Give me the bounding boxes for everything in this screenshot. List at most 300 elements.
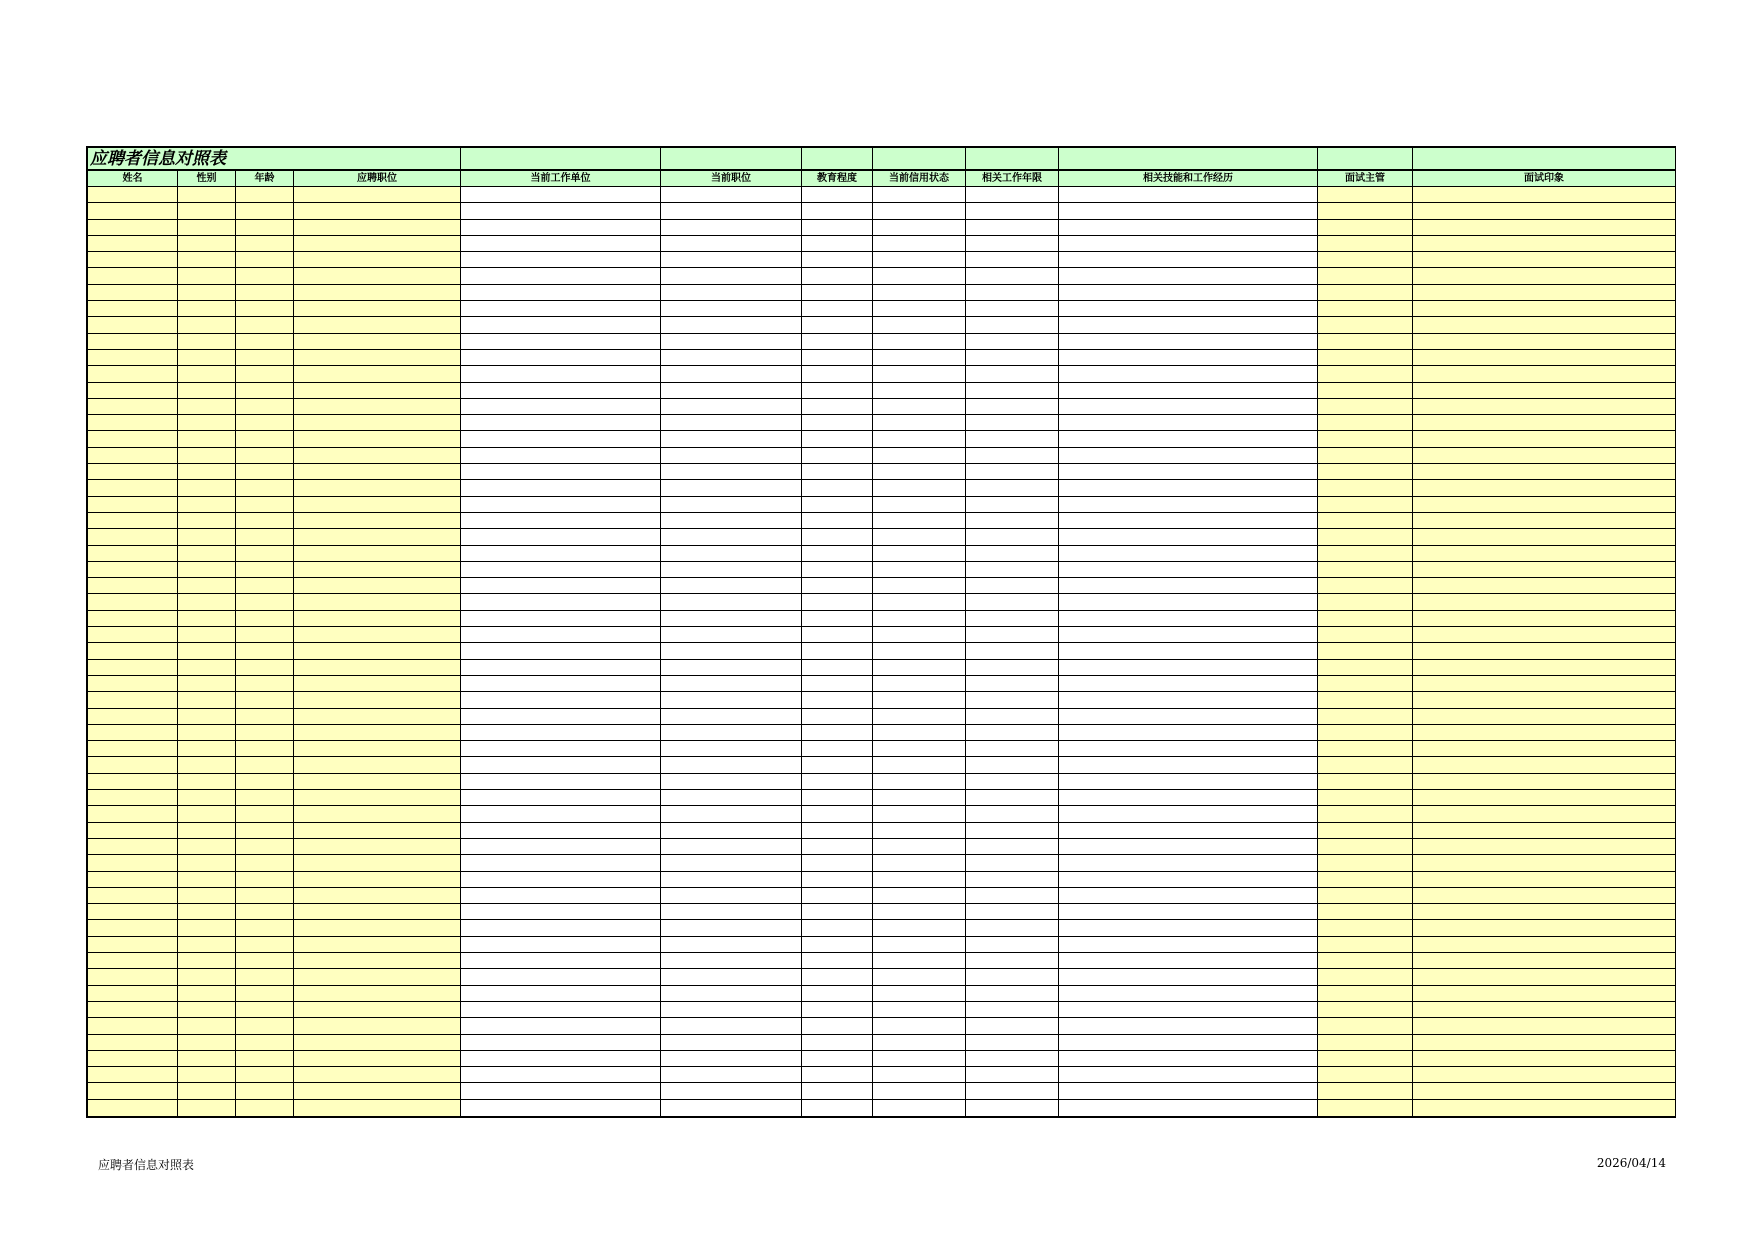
table-cell[interactable]: [966, 1083, 1059, 1099]
table-cell[interactable]: [873, 546, 966, 562]
table-cell[interactable]: [1059, 448, 1318, 464]
table-cell[interactable]: [802, 741, 873, 757]
table-cell[interactable]: [966, 301, 1059, 317]
table-cell[interactable]: [178, 676, 236, 692]
table-cell[interactable]: [1413, 920, 1675, 936]
table-cell[interactable]: [88, 969, 178, 985]
table-cell[interactable]: [461, 709, 661, 725]
table-cell[interactable]: [236, 888, 294, 904]
table-cell[interactable]: [178, 741, 236, 757]
table-cell[interactable]: [178, 986, 236, 1002]
table-cell[interactable]: [1059, 301, 1318, 317]
table-cell[interactable]: [178, 1035, 236, 1051]
table-cell[interactable]: [178, 709, 236, 725]
table-cell[interactable]: [178, 301, 236, 317]
table-cell[interactable]: [461, 872, 661, 888]
table-cell[interactable]: [873, 855, 966, 871]
table-cell[interactable]: [1059, 431, 1318, 447]
table-cell[interactable]: [1318, 399, 1413, 415]
table-cell[interactable]: [461, 1083, 661, 1099]
table-cell[interactable]: [461, 464, 661, 480]
table-cell[interactable]: [1318, 464, 1413, 480]
table-cell[interactable]: [873, 676, 966, 692]
table-cell[interactable]: [236, 301, 294, 317]
table-cell[interactable]: [966, 415, 1059, 431]
table-cell[interactable]: [966, 937, 1059, 953]
table-cell[interactable]: [1413, 529, 1675, 545]
table-cell[interactable]: [294, 611, 461, 627]
table-cell[interactable]: [966, 676, 1059, 692]
table-cell[interactable]: [236, 562, 294, 578]
table-cell[interactable]: [966, 236, 1059, 252]
table-cell[interactable]: [178, 806, 236, 822]
table-cell[interactable]: [873, 611, 966, 627]
table-cell[interactable]: [88, 383, 178, 399]
table-cell[interactable]: [294, 1018, 461, 1034]
table-cell[interactable]: [1059, 220, 1318, 236]
table-cell[interactable]: [966, 464, 1059, 480]
table-cell[interactable]: [873, 594, 966, 610]
table-cell[interactable]: [873, 480, 966, 496]
table-cell[interactable]: [661, 1083, 802, 1099]
table-cell[interactable]: [661, 334, 802, 350]
table-cell[interactable]: [802, 920, 873, 936]
table-cell[interactable]: [1059, 872, 1318, 888]
table-cell[interactable]: [1059, 480, 1318, 496]
table-cell[interactable]: [88, 872, 178, 888]
table-cell[interactable]: [1318, 594, 1413, 610]
table-cell[interactable]: [661, 725, 802, 741]
table-cell[interactable]: [461, 790, 661, 806]
table-cell[interactable]: [1059, 317, 1318, 333]
table-cell[interactable]: [178, 1051, 236, 1067]
table-cell[interactable]: [966, 969, 1059, 985]
table-cell[interactable]: [661, 839, 802, 855]
table-cell[interactable]: [1059, 399, 1318, 415]
table-cell[interactable]: [461, 529, 661, 545]
table-cell[interactable]: [966, 513, 1059, 529]
table-cell[interactable]: [1413, 285, 1675, 301]
table-cell[interactable]: [661, 953, 802, 969]
table-cell[interactable]: [178, 285, 236, 301]
table-cell[interactable]: [873, 431, 966, 447]
table-cell[interactable]: [1318, 268, 1413, 284]
table-cell[interactable]: [178, 1100, 236, 1116]
table-cell[interactable]: [461, 350, 661, 366]
table-cell[interactable]: [1318, 1002, 1413, 1018]
table-cell[interactable]: [88, 203, 178, 219]
table-cell[interactable]: [178, 1067, 236, 1083]
table-cell[interactable]: [178, 920, 236, 936]
table-cell[interactable]: [1413, 953, 1675, 969]
table-cell[interactable]: [294, 236, 461, 252]
table-cell[interactable]: [294, 431, 461, 447]
table-cell[interactable]: [88, 431, 178, 447]
table-cell[interactable]: [236, 1035, 294, 1051]
table-cell[interactable]: [1413, 888, 1675, 904]
table-cell[interactable]: [178, 334, 236, 350]
table-cell[interactable]: [236, 415, 294, 431]
table-cell[interactable]: [178, 448, 236, 464]
table-cell[interactable]: [88, 350, 178, 366]
table-cell[interactable]: [1059, 513, 1318, 529]
table-cell[interactable]: [294, 904, 461, 920]
table-cell[interactable]: [802, 220, 873, 236]
table-cell[interactable]: [1413, 350, 1675, 366]
table-cell[interactable]: [802, 611, 873, 627]
table-cell[interactable]: [236, 236, 294, 252]
table-cell[interactable]: [661, 741, 802, 757]
table-cell[interactable]: [294, 529, 461, 545]
table-cell[interactable]: [802, 855, 873, 871]
table-cell[interactable]: [966, 757, 1059, 773]
table-cell[interactable]: [294, 594, 461, 610]
table-cell[interactable]: [1059, 920, 1318, 936]
table-cell[interactable]: [1413, 562, 1675, 578]
table-cell[interactable]: [1413, 839, 1675, 855]
table-cell[interactable]: [966, 790, 1059, 806]
table-cell[interactable]: [461, 317, 661, 333]
table-cell[interactable]: [294, 1067, 461, 1083]
table-cell[interactable]: [294, 334, 461, 350]
table-cell[interactable]: [294, 1083, 461, 1099]
table-cell[interactable]: [461, 203, 661, 219]
table-cell[interactable]: [178, 888, 236, 904]
table-cell[interactable]: [461, 301, 661, 317]
table-cell[interactable]: [178, 823, 236, 839]
table-cell[interactable]: [802, 888, 873, 904]
table-cell[interactable]: [294, 366, 461, 382]
table-cell[interactable]: [1413, 627, 1675, 643]
table-cell[interactable]: [1318, 611, 1413, 627]
table-cell[interactable]: [1413, 1083, 1675, 1099]
table-cell[interactable]: [178, 660, 236, 676]
table-cell[interactable]: [802, 268, 873, 284]
table-cell[interactable]: [1059, 529, 1318, 545]
table-cell[interactable]: [294, 464, 461, 480]
table-cell[interactable]: [1318, 480, 1413, 496]
table-cell[interactable]: [873, 317, 966, 333]
table-cell[interactable]: [1413, 317, 1675, 333]
table-cell[interactable]: [1059, 806, 1318, 822]
table-cell[interactable]: [802, 562, 873, 578]
table-cell[interactable]: [88, 774, 178, 790]
table-cell[interactable]: [1413, 741, 1675, 757]
table-cell[interactable]: [802, 823, 873, 839]
table-cell[interactable]: [1059, 415, 1318, 431]
table-cell[interactable]: [461, 1100, 661, 1116]
table-cell[interactable]: [294, 480, 461, 496]
table-cell[interactable]: [661, 1035, 802, 1051]
table-cell[interactable]: [1413, 578, 1675, 594]
table-cell[interactable]: [966, 366, 1059, 382]
table-cell[interactable]: [294, 268, 461, 284]
table-cell[interactable]: [88, 888, 178, 904]
table-cell[interactable]: [802, 1002, 873, 1018]
table-cell[interactable]: [236, 643, 294, 659]
table-cell[interactable]: [294, 643, 461, 659]
table-cell[interactable]: [873, 969, 966, 985]
table-cell[interactable]: [802, 676, 873, 692]
table-cell[interactable]: [178, 594, 236, 610]
table-cell[interactable]: [1318, 839, 1413, 855]
table-cell[interactable]: [1318, 676, 1413, 692]
table-cell[interactable]: [1318, 562, 1413, 578]
table-cell[interactable]: [1413, 643, 1675, 659]
table-cell[interactable]: [88, 660, 178, 676]
table-cell[interactable]: [966, 725, 1059, 741]
table-cell[interactable]: [802, 953, 873, 969]
table-cell[interactable]: [1059, 709, 1318, 725]
table-cell[interactable]: [966, 1018, 1059, 1034]
table-cell[interactable]: [178, 546, 236, 562]
table-cell[interactable]: [461, 920, 661, 936]
table-cell[interactable]: [1413, 611, 1675, 627]
table-cell[interactable]: [661, 252, 802, 268]
table-cell[interactable]: [1318, 806, 1413, 822]
table-cell[interactable]: [1318, 774, 1413, 790]
table-cell[interactable]: [802, 643, 873, 659]
table-cell[interactable]: [661, 220, 802, 236]
table-cell[interactable]: [966, 774, 1059, 790]
table-cell[interactable]: [1413, 904, 1675, 920]
table-cell[interactable]: [1318, 497, 1413, 513]
table-cell[interactable]: [661, 236, 802, 252]
table-cell[interactable]: [873, 1067, 966, 1083]
table-cell[interactable]: [1413, 1067, 1675, 1083]
table-cell[interactable]: [178, 220, 236, 236]
table-cell[interactable]: [88, 268, 178, 284]
table-cell[interactable]: [966, 920, 1059, 936]
table-cell[interactable]: [966, 611, 1059, 627]
table-cell[interactable]: [873, 236, 966, 252]
table-cell[interactable]: [178, 1083, 236, 1099]
table-cell[interactable]: [1318, 969, 1413, 985]
table-cell[interactable]: [236, 350, 294, 366]
table-cell[interactable]: [661, 888, 802, 904]
table-cell[interactable]: [461, 334, 661, 350]
table-cell[interactable]: [1059, 904, 1318, 920]
table-cell[interactable]: [1318, 513, 1413, 529]
table-cell[interactable]: [873, 774, 966, 790]
table-cell[interactable]: [1318, 334, 1413, 350]
table-cell[interactable]: [802, 464, 873, 480]
table-cell[interactable]: [661, 350, 802, 366]
table-cell[interactable]: [802, 1051, 873, 1067]
table-cell[interactable]: [88, 1083, 178, 1099]
table-cell[interactable]: [461, 660, 661, 676]
table-cell[interactable]: [873, 643, 966, 659]
table-cell[interactable]: [873, 497, 966, 513]
table-cell[interactable]: [461, 692, 661, 708]
table-cell[interactable]: [294, 660, 461, 676]
table-cell[interactable]: [294, 872, 461, 888]
table-cell[interactable]: [1059, 383, 1318, 399]
table-cell[interactable]: [461, 415, 661, 431]
table-cell[interactable]: [294, 969, 461, 985]
table-cell[interactable]: [802, 692, 873, 708]
table-cell[interactable]: [1413, 220, 1675, 236]
table-cell[interactable]: [461, 725, 661, 741]
table-cell[interactable]: [873, 725, 966, 741]
table-cell[interactable]: [178, 497, 236, 513]
table-cell[interactable]: [802, 660, 873, 676]
table-cell[interactable]: [1413, 823, 1675, 839]
table-cell[interactable]: [88, 953, 178, 969]
table-cell[interactable]: [802, 513, 873, 529]
table-cell[interactable]: [802, 839, 873, 855]
table-cell[interactable]: [236, 1002, 294, 1018]
table-cell[interactable]: [461, 741, 661, 757]
table-cell[interactable]: [661, 1067, 802, 1083]
table-cell[interactable]: [236, 431, 294, 447]
table-cell[interactable]: [236, 1051, 294, 1067]
table-cell[interactable]: [236, 904, 294, 920]
table-cell[interactable]: [461, 1002, 661, 1018]
table-cell[interactable]: [661, 969, 802, 985]
table-cell[interactable]: [236, 725, 294, 741]
table-cell[interactable]: [966, 480, 1059, 496]
table-cell[interactable]: [461, 823, 661, 839]
table-cell[interactable]: [88, 986, 178, 1002]
table-cell[interactable]: [661, 546, 802, 562]
table-cell[interactable]: [802, 546, 873, 562]
table-cell[interactable]: [178, 187, 236, 203]
table-cell[interactable]: [1413, 692, 1675, 708]
table-cell[interactable]: [88, 285, 178, 301]
table-cell[interactable]: [88, 855, 178, 871]
table-cell[interactable]: [1059, 692, 1318, 708]
table-cell[interactable]: [294, 301, 461, 317]
table-cell[interactable]: [873, 790, 966, 806]
table-cell[interactable]: [294, 1051, 461, 1067]
table-cell[interactable]: [966, 268, 1059, 284]
table-cell[interactable]: [178, 855, 236, 871]
table-cell[interactable]: [661, 611, 802, 627]
table-cell[interactable]: [236, 497, 294, 513]
table-cell[interactable]: [873, 986, 966, 1002]
table-cell[interactable]: [178, 1018, 236, 1034]
table-cell[interactable]: [294, 546, 461, 562]
table-cell[interactable]: [236, 220, 294, 236]
table-cell[interactable]: [1318, 855, 1413, 871]
table-cell[interactable]: [1059, 823, 1318, 839]
table-cell[interactable]: [1318, 301, 1413, 317]
table-cell[interactable]: [294, 399, 461, 415]
table-cell[interactable]: [873, 464, 966, 480]
table-cell[interactable]: [661, 920, 802, 936]
table-cell[interactable]: [966, 823, 1059, 839]
table-cell[interactable]: [661, 806, 802, 822]
table-cell[interactable]: [661, 285, 802, 301]
table-cell[interactable]: [88, 464, 178, 480]
table-cell[interactable]: [236, 937, 294, 953]
table-cell[interactable]: [461, 220, 661, 236]
table-cell[interactable]: [802, 448, 873, 464]
table-cell[interactable]: [88, 301, 178, 317]
table-cell[interactable]: [461, 855, 661, 871]
table-cell[interactable]: [661, 676, 802, 692]
table-cell[interactable]: [236, 872, 294, 888]
table-cell[interactable]: [236, 806, 294, 822]
table-cell[interactable]: [1059, 562, 1318, 578]
table-cell[interactable]: [461, 904, 661, 920]
table-cell[interactable]: [1059, 334, 1318, 350]
table-cell[interactable]: [1318, 383, 1413, 399]
table-cell[interactable]: [802, 431, 873, 447]
table-cell[interactable]: [661, 464, 802, 480]
table-cell[interactable]: [236, 480, 294, 496]
table-cell[interactable]: [873, 627, 966, 643]
table-cell[interactable]: [178, 252, 236, 268]
table-cell[interactable]: [802, 187, 873, 203]
table-cell[interactable]: [802, 399, 873, 415]
table-cell[interactable]: [178, 1002, 236, 1018]
table-cell[interactable]: [236, 334, 294, 350]
table-cell[interactable]: [88, 562, 178, 578]
table-cell[interactable]: [661, 1100, 802, 1116]
table-cell[interactable]: [1318, 203, 1413, 219]
table-cell[interactable]: [1413, 497, 1675, 513]
table-cell[interactable]: [873, 823, 966, 839]
table-cell[interactable]: [178, 578, 236, 594]
table-cell[interactable]: [1318, 709, 1413, 725]
table-cell[interactable]: [1059, 1002, 1318, 1018]
table-cell[interactable]: [236, 741, 294, 757]
table-cell[interactable]: [802, 317, 873, 333]
table-cell[interactable]: [1413, 594, 1675, 610]
table-cell[interactable]: [461, 448, 661, 464]
table-cell[interactable]: [1059, 741, 1318, 757]
table-cell[interactable]: [294, 806, 461, 822]
table-cell[interactable]: [236, 709, 294, 725]
table-cell[interactable]: [802, 757, 873, 773]
table-cell[interactable]: [88, 920, 178, 936]
table-cell[interactable]: [661, 317, 802, 333]
table-cell[interactable]: [294, 741, 461, 757]
table-cell[interactable]: [461, 252, 661, 268]
table-cell[interactable]: [1318, 366, 1413, 382]
table-cell[interactable]: [873, 692, 966, 708]
table-cell[interactable]: [873, 220, 966, 236]
table-cell[interactable]: [1318, 872, 1413, 888]
table-cell[interactable]: [88, 578, 178, 594]
table-cell[interactable]: [966, 660, 1059, 676]
table-cell[interactable]: [802, 986, 873, 1002]
table-cell[interactable]: [294, 285, 461, 301]
table-cell[interactable]: [1413, 513, 1675, 529]
table-cell[interactable]: [178, 350, 236, 366]
table-cell[interactable]: [873, 529, 966, 545]
table-cell[interactable]: [873, 268, 966, 284]
table-cell[interactable]: [802, 529, 873, 545]
table-cell[interactable]: [1318, 725, 1413, 741]
table-cell[interactable]: [661, 774, 802, 790]
table-cell[interactable]: [1059, 953, 1318, 969]
table-cell[interactable]: [873, 301, 966, 317]
table-cell[interactable]: [88, 415, 178, 431]
table-cell[interactable]: [966, 594, 1059, 610]
table-cell[interactable]: [294, 888, 461, 904]
table-cell[interactable]: [1318, 823, 1413, 839]
table-cell[interactable]: [802, 415, 873, 431]
table-cell[interactable]: [873, 872, 966, 888]
table-cell[interactable]: [1059, 757, 1318, 773]
table-cell[interactable]: [1413, 774, 1675, 790]
table-cell[interactable]: [1413, 855, 1675, 871]
table-cell[interactable]: [661, 448, 802, 464]
table-cell[interactable]: [661, 757, 802, 773]
